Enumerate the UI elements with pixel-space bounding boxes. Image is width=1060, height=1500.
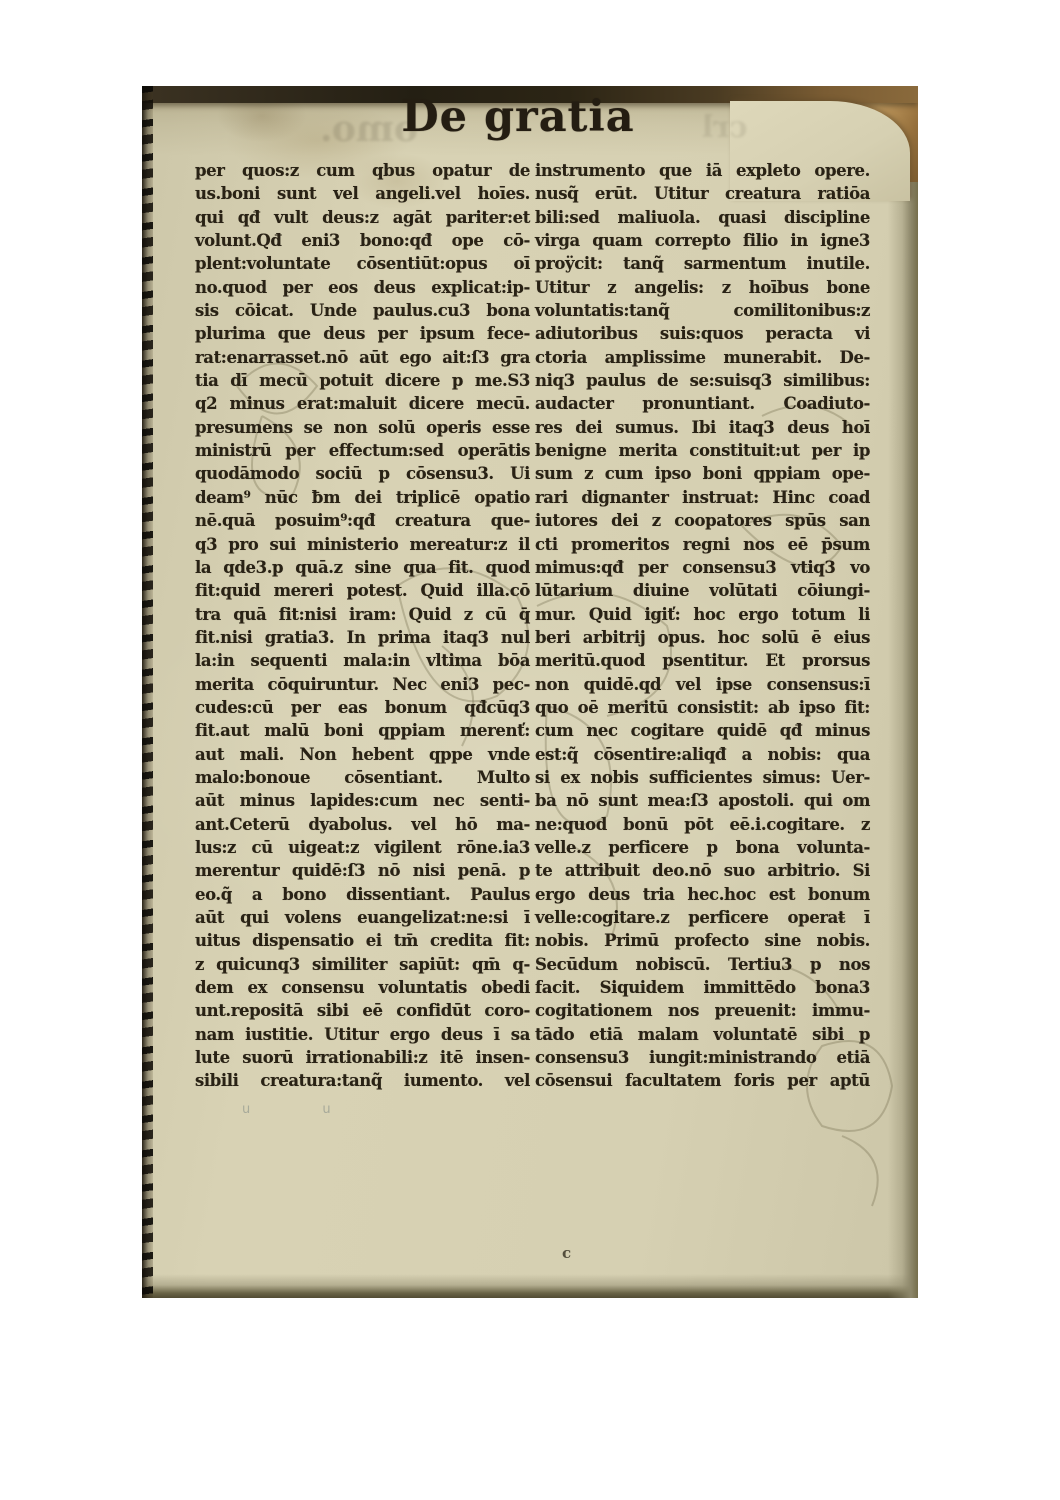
text-line: aūt minus lapides:cum nec senti- <box>195 791 530 811</box>
text-line: proÿcit: tanq̃ sarmentum inutile. <box>535 254 870 274</box>
text-line: sum z cum ipso boni qppiam ope- <box>535 464 870 484</box>
text-line: rat:enarrasset.nō aūt ego ait:ſ3 gra <box>195 347 530 367</box>
text-line: nobis. Primū profecto sine nobis. <box>535 931 870 951</box>
text-line: q2 minus erat:maluit dicere mecū. <box>195 394 530 414</box>
text-line: si ex nobis sufficientes simus: Uer- <box>535 767 870 787</box>
text-line: velle:cogitare.z perficere operaŧ ī <box>535 908 870 927</box>
text-line: la qde3.p quā.z sine qua fit. quod <box>195 557 530 577</box>
text-line: quodāmodo sociū p cōsensu3. Ui <box>195 464 530 484</box>
text-line: virga quam correpto filio in igne3 <box>535 231 870 251</box>
text-line: ministrū per effectum:sed operātis <box>195 441 530 461</box>
text-line: plurima que deus per ipsum fece- <box>195 324 530 344</box>
text-line: audacter pronuntiant. Coadiuto- <box>535 394 870 414</box>
text-line: cōsensui facultatem foris per aptū <box>535 1071 870 1091</box>
text-line: fit.nisi gratia3. In prima itaq3 nul <box>195 627 530 647</box>
text-column-right <box>535 159 870 1093</box>
text-line: no.quod per eos deus explicat:ip- <box>195 277 530 297</box>
text-line: deam⁹ nūc ƀm dei triplicē opatio <box>195 487 530 507</box>
text-line: per quos:z cum qbus opatur de <box>195 161 530 180</box>
text-line: beri arbitrij opus. hoc solū ē eius <box>535 627 870 647</box>
showthrough-text: omo. <box>320 108 419 150</box>
text-line: uitus dispensatio ei tm̄ credita fit: <box>195 931 530 951</box>
text-line: facit. Siquidem immittēdo bona3 <box>535 978 870 998</box>
text-line: consensu3 iungit:ministrando etiā <box>535 1048 870 1068</box>
text-line: niq3 paulus de se:suisq3 similibus: <box>535 371 870 391</box>
text-line: plent:voluntate cōsentiūt:opus oī <box>195 254 530 274</box>
text-line: aūt qui volens euangelizat:ne:si ī <box>195 908 530 927</box>
text-line: nam iustitie. Utitur ergo deus ī sa <box>195 1024 530 1044</box>
text-line: volunt.Qđ eni3 bono:qđ ope cō- <box>195 231 530 251</box>
text-line: res dei sumus. Ibi itaq3 deus hoī <box>535 417 870 437</box>
text-line: adiutoribus suis:quos peracta vi <box>535 324 870 344</box>
text-line: sis cōicat. Unde paulus.cu3 bona <box>195 301 530 321</box>
text-line: q3 pro sui ministerio mereatur:z il <box>195 534 530 554</box>
text-line: tra quā fit:nisi iram: Quid z cū q̄ <box>195 604 530 624</box>
text-line: instrumento que iā expleto opere. <box>535 161 870 180</box>
text-line: ne:quod bonū pōt eē.i.cogitare. z <box>535 814 870 834</box>
text-line: ctoria amplissime munerabit. De- <box>535 347 870 367</box>
signature-mark: c <box>562 1244 572 1262</box>
binding-left-edge <box>142 86 153 1298</box>
text-line: rari dignanter instruat: Hinc coad <box>535 487 870 507</box>
text-line: malo:bonoue cōsentiant. Multo <box>195 767 530 787</box>
text-columns <box>195 159 870 1093</box>
text-line: tia dī mecū potuit dicere p me.S3 <box>195 371 530 391</box>
text-line: us.boni sunt vel angeli.vel hoīes. <box>195 184 530 204</box>
text-line: mimus:qđ per consensu3 vtiq3 vo <box>535 557 870 577</box>
text-line: z quicunq3 similiter sapiūt: qm̄ q- <box>195 954 530 974</box>
text-line: aut mali. Non hebent qppe vnde <box>195 744 530 764</box>
text-line: quo oē meritū consistit: ab ipso fit: <box>535 697 870 717</box>
text-line: Utitur z angelis: z hoībus bone <box>535 277 870 297</box>
text-line: unt.repositā sibi eē confidūt coro- <box>195 1001 530 1021</box>
text-line: ba nō sunt mea:ſ3 apostoli. qui om <box>535 791 870 811</box>
text-line: nusq̃ erūt. Utitur creatura ratiōa <box>535 184 870 204</box>
text-line: ant.Ceterū dyabolus. vel hō ma- <box>195 814 530 834</box>
text-line: eo.q̃ a bono dissentiant. Paulus <box>195 884 530 904</box>
text-line: qui qđ vult deus:z agāt pariter:et <box>195 207 530 227</box>
text-line: est:q̃ cōsentire:aliqđ a nobis: qua <box>535 744 870 764</box>
text-line: nē.quā posuim⁹:qđ creatura que- <box>195 511 530 531</box>
text-line: lute suorū irrationabili:z itē insen- <box>195 1048 530 1068</box>
text-line: fit:quid mereri potest. Quid illa.cō <box>195 581 530 601</box>
margin-smudge: u u <box>242 1102 365 1117</box>
text-line: non quidē.qd vel ipse consensus:ī <box>535 674 870 694</box>
text-line: fit.aut malū boni qppiam merenť: <box>195 721 530 741</box>
text-line: cogitationem nos preuenit: immu- <box>535 1001 870 1021</box>
text-column-left <box>195 159 530 1093</box>
text-line: dem ex consensu voluntatis obedi <box>195 978 530 998</box>
text-line: sibili creatura:tanq̃ iumento. vel <box>195 1071 530 1091</box>
text-line: benigne merita constituit:ut per ip <box>535 441 870 461</box>
text-line: te attribuit deo.nō suo arbitrio. Si <box>535 861 870 881</box>
showthrough-text: crl <box>702 110 748 145</box>
text-line: meritū.quod psentitur. Et prorsus <box>535 651 870 671</box>
text-line: iutores dei z coopatores spūs san <box>535 511 870 531</box>
text-line: cum nec cogitare quidē qđ minus <box>535 721 870 741</box>
page-title: De gratia <box>401 92 635 142</box>
text-line: voluntatis:tanq̃ comilitonibus:z <box>535 301 870 321</box>
text-line: cudes:cū per eas bonum qđcūq3 <box>195 697 530 717</box>
text-line: merentur quidē:ſ3 nō nisi penā. p <box>195 861 530 881</box>
text-line: Secūdum nobiscū. Tertiu3 p nos <box>535 954 870 974</box>
text-line: velle.z perficere p bona volunta- <box>535 837 870 857</box>
text-line: cti promeritos regni nos eē p̄sum <box>535 534 870 554</box>
book-page-photo <box>142 86 918 1298</box>
text-line: lus:z cū uigeat:z vigilent rōne.ia3 <box>195 837 530 857</box>
text-line: presumens se non solū operis esse <box>195 417 530 437</box>
text-line: merita cōquiruntur. Nec eni3 pec- <box>195 674 530 694</box>
text-line: tādo etiā malam voluntatē sibi p <box>535 1024 870 1044</box>
text-line: bili:sed maliuola. quasi discipline <box>535 207 870 227</box>
text-line: mur. Quid igiť: hoc ergo totum li <box>535 604 870 624</box>
text-line: lūtarium diuine volūtati cōiungi- <box>535 581 870 601</box>
text-line: ergo deus tria hec.hoc est bonum <box>535 884 870 904</box>
text-line: la:in sequenti mala:in vltima bōa <box>195 651 530 671</box>
